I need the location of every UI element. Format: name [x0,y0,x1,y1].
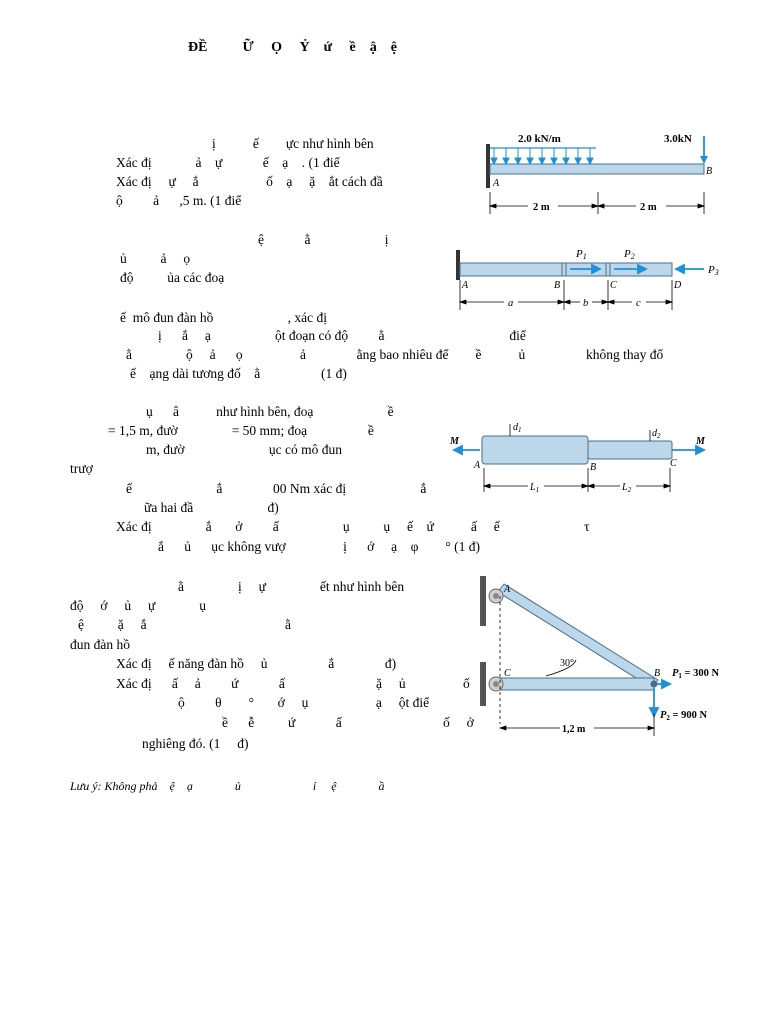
distributed-load-label: 2.0 kN/m [518,133,561,145]
figure-stepped-shaft [446,420,722,496]
pin-a-center [493,593,499,599]
horizontal-member [498,678,654,690]
label-d2: $d_2$ [652,428,661,440]
dim-label: 1,2 m [562,724,586,735]
point-load-arrow-head [700,156,708,164]
page-title: ĐỀ Ữ Ọ Ỷ ứ ề ậ ệ [188,40,397,55]
dim-label-2: 2 m [640,202,657,213]
footnote: Lưu ý: Không phả ệ ạ ủ ỉ ệ ầ [70,779,385,793]
label-b: B [706,166,713,177]
label-a: A [462,280,469,291]
p3-line-8: ắ ủ ục không vượ ị ớ ạ φ ° (1 đ) [158,539,481,554]
pin-b [651,681,658,688]
figure-axial-bar [452,242,732,318]
label-p3: P3 [708,264,719,277]
dim-b: b [583,298,589,309]
p3-line-5: ế ắ 00 Nm xác đị ắ [126,481,427,496]
p1-line-4: ộ ả ,5 m. (1 điể [116,193,242,208]
p3-line-7: Xác đị ắ ở ấ ụ ụ ế ứ ấ ế τ [116,519,590,534]
p4-line-1: ằ ị ự ết như hình bên [178,579,405,594]
p4-line-9: nghiêng đó. (1 đ) [142,736,249,751]
dim-label-1: 2 m [533,202,550,213]
label-a: A [504,584,511,595]
beam [490,164,704,174]
label-p2: P2 [624,248,635,261]
p2-line-7: ế ạng dài tương đố ằ (1 đ) [130,366,347,381]
p2-line-6: ằ ộ ả ọ ả ằng bao nhiêu để ề ủ không thay đổ [126,347,664,362]
label-p1: P1 [576,248,587,261]
p2-line-2: ủ ả ọ [120,251,191,266]
label-d: D [674,280,682,291]
p3-line-4: trượ [70,461,93,476]
label-m-left: M [450,436,459,447]
label-d1: $d_1$ [513,422,522,434]
p2-line-3: độ ủa các đoạ [120,270,225,285]
label-m-right: M [696,436,705,447]
p4-line-8: ề ễ ứ ấ ố ở [222,715,474,730]
label-c: C [504,668,511,679]
p4-line-6: Xác đị ấ ả ứ ấ ặ ủ ố [116,676,470,691]
angle-label: 30° [560,658,574,669]
p4-line-4: đun đàn hồ [70,637,130,652]
p3-line-1: ụ â như hình bên, đoạ ề [146,404,394,419]
distributed-load-arrows [491,148,593,164]
label-b: B [554,280,561,291]
label-c: C [610,280,617,291]
figure-beam-distributed-load [480,126,720,226]
p3-line-2: = 1,5 m, đườ = 50 mm; đoạ ề [108,423,374,438]
dim-a: a [508,298,514,309]
p4-line-2: độ ớ ủ ự ụ [70,598,206,613]
p2-line-4: ế mô đun đàn hồ , xác đị [120,310,327,325]
label-a: A [474,460,481,471]
point-load-label: 3.0kN [664,133,692,145]
fixed-wall [456,250,460,280]
dim-l1: $L_1$ [530,482,540,494]
p4-line-3: ệ ặ ắ ằ [78,617,291,632]
p3-line-3: m, đườ ục có mô đun [146,442,342,457]
p1-line-1: ị ế ực như hình bên [212,136,374,151]
pin-c-center [493,681,499,687]
wall-top [480,576,486,626]
label-c: C [670,458,677,469]
shaft-segment-1 [482,436,588,464]
label-p1: P1 = 300 N [672,668,720,680]
wall-bottom [480,662,486,706]
figure-two-bar-truss [476,574,728,744]
p1-line-3: Xác đị ự ắ ố ạ ặ ắt cách đầ [116,174,383,189]
dim-l2: $L_2$ [622,482,632,494]
label-b: B [590,462,597,473]
dim-c: c [636,298,641,309]
p4-line-5: Xác đị ế năng đàn hồ ủ ắ đ) [116,656,397,671]
p4-line-7: ộ θ ° ớ ụ ạ ột điể [178,695,430,710]
shaft-segment-2 [588,441,672,459]
fixed-wall [486,144,490,188]
diagonal-member [498,584,661,688]
p2-line-5: ị ắ ạ ột đoạn có độ ằ điể [158,328,526,343]
label-a: A [493,178,500,189]
label-p2: P2 = 900 N [660,710,708,722]
p3-line-6: ữa hai đầ đ) [144,500,279,515]
p2-line-1: ệ ằ ị [258,232,389,247]
p1-line-2: Xác đị ả ự ế ạ . (1 điể [116,155,340,170]
label-b: B [654,668,661,679]
dimension-lines [484,468,670,492]
dimension-lines [490,192,704,214]
